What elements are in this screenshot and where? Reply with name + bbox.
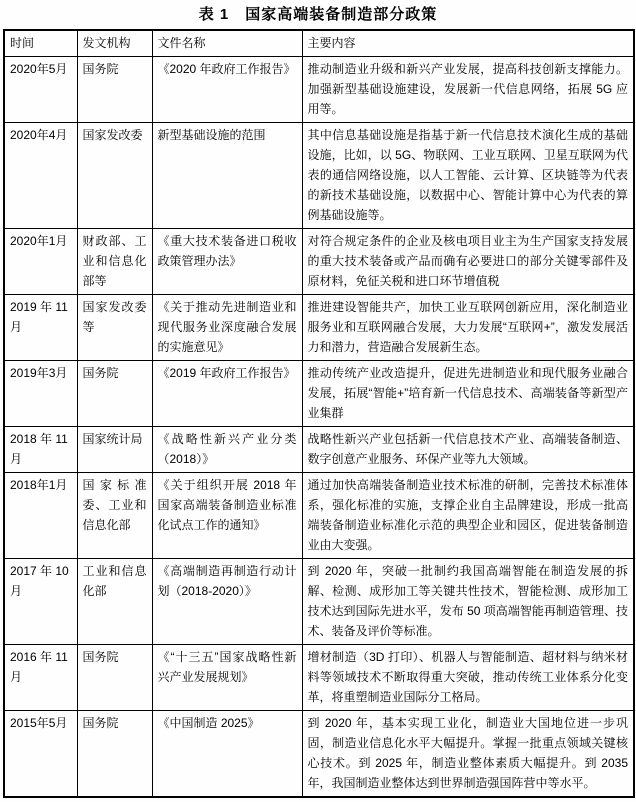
cell-agency: 工业和信息化部 [77,559,152,645]
cell-content: 战略性新兴产业包括新一代信息技术产业、高端装备制造、数字创意产业服务、环保产业等九大领域。 [302,427,634,473]
cell-doc: 《2020 年政府工作报告》 [152,57,302,123]
cell-agency: 国家发改委等 [77,295,152,361]
table-row [4,559,634,645]
column-header-agency: 发文机构 [77,30,152,57]
column-header-doc: 文件名称 [152,30,302,57]
table-row [4,57,634,123]
cell-agency: 国务院 [77,711,152,798]
cell-time: 2018年1月 [4,473,77,559]
cell-content: 其中信息基础设施是指基于新一代信息技术演化生成的基础设施，比如，以 5G、物联网、工业互联网、卫星互联网为代表的通信网络设施，以人工智能、云计算、区块链等为代表的新技术基础设施，以数据中心、智能计算中心为代表的算例基础设施等。 [302,123,634,229]
cell-content: 增材制造（3D 打印）、机器人与智能制造、超材料与纳米材料等领域技术不断取得重大突破，推动传统工业体系分化变革，将重塑制造业国际分工格局。 [302,645,634,711]
table-row [4,229,634,295]
cell-agency: 国务院 [77,57,152,123]
cell-agency: 国家统计局 [77,427,152,473]
cell-agency: 财政部、工业和信息化部等 [77,229,152,295]
column-header-time: 时间 [4,30,77,57]
cell-doc: 《关于组织开展 2018 年国家高端装备制造业标准化试点工作的通知》 [152,473,302,559]
cell-time: 2019年3月 [4,361,77,427]
column-header-content: 主要内容 [302,30,634,57]
cell-doc: 新型基础设施的范围 [152,123,302,229]
cell-content: 到 2020 年，基本实现工业化，制造业大国地位进一步巩固，制造业信息化水平大幅提升。掌握一批重点领域关键核心技术。到 2025 年，制造业整体素质大幅提升。到 2035 年，我国制造业整体达到世界制造强国阵营中等水平。 [302,711,634,798]
cell-doc: 《战略性新兴产业分类（2018）》 [152,427,302,473]
cell-agency: 国家发改委 [77,123,152,229]
table-row [4,711,634,798]
cell-time: 2015年5月 [4,711,77,798]
table-row [4,473,634,559]
table-row [4,427,634,473]
cell-content: 推动制造业升级和新兴产业发展，提高科技创新支撑能力。加强新型基础设施建设，发展新一代信息网络，拓展 5G 应用等。 [302,57,634,123]
cell-time: 2017 年 10 月 [4,559,77,645]
cell-doc: 《“十三五”国家战略性新兴产业发展规划》 [152,645,302,711]
cell-time: 2020年1月 [4,229,77,295]
cell-content: 推动传统产业改造提升，促进先进制造业和现代服务业融合发展，拓展“智能+”培育新一代信息技术、高端装备等新型产业集群 [302,361,634,427]
cell-time: 2020年5月 [4,57,77,123]
table-row [4,295,634,361]
cell-time: 2019 年 11 月 [4,295,77,361]
cell-doc: 《2019 年政府工作报告》 [152,361,302,427]
cell-time: 2016 年 11 月 [4,645,77,711]
cell-time: 2018 年 11 月 [4,427,77,473]
table-row [4,361,634,427]
table-row [4,645,634,711]
cell-content: 通过加快高端装备制造业技术标准的研制，完善技术标准体系，强化标准的实施，支撑企业自主品牌建设，形成一批高端装备制造业标准化示范的典型企业和园区，促进装备制造业由大变强。 [302,473,634,559]
cell-content: 推进建设智能共产，加快工业互联网创新应用，深化制造业服务业和互联网融合发展，大力发展“互联网+”，激发发展活力和潜力，营造融合发展新生态。 [302,295,634,361]
cell-agency: 国务院 [77,361,152,427]
table-row [4,123,634,229]
cell-time: 2020年4月 [4,123,77,229]
cell-doc: 《关于推动先进制造业和现代服务业深度融合发展的实施意见》 [152,295,302,361]
table-header-row [4,30,634,57]
cell-doc: 《重大技术装备进口税收政策管理办法》 [152,229,302,295]
cell-content: 到 2020 年，突破一批制约我国高端智能在制造发展的拆解、检测、成形加工等关键共性技术，智能检测、成形加工技术达到国际先进水平，发布 50 项高端智能再制造管理、技术、装备及评价等标准。 [302,559,634,645]
cell-agency: 国家标准委、工业和信息化部 [77,473,152,559]
cell-agency: 国务院 [77,645,152,711]
cell-content: 对符合规定条件的企业及核电项目业主为生产国家支持发展的重大技术装备或产品而确有必要进口的部分关键零部件及原材料，免征关税和进口环节增值税 [302,229,634,295]
table-title: 表 1 国家高端装备制造部分政策 [198,6,438,23]
cell-doc: 《中国制造 2025》 [152,711,302,798]
policy-table [3,29,635,798]
cell-doc: 《高端制造再制造行动计划（2018-2020）》 [152,559,302,645]
